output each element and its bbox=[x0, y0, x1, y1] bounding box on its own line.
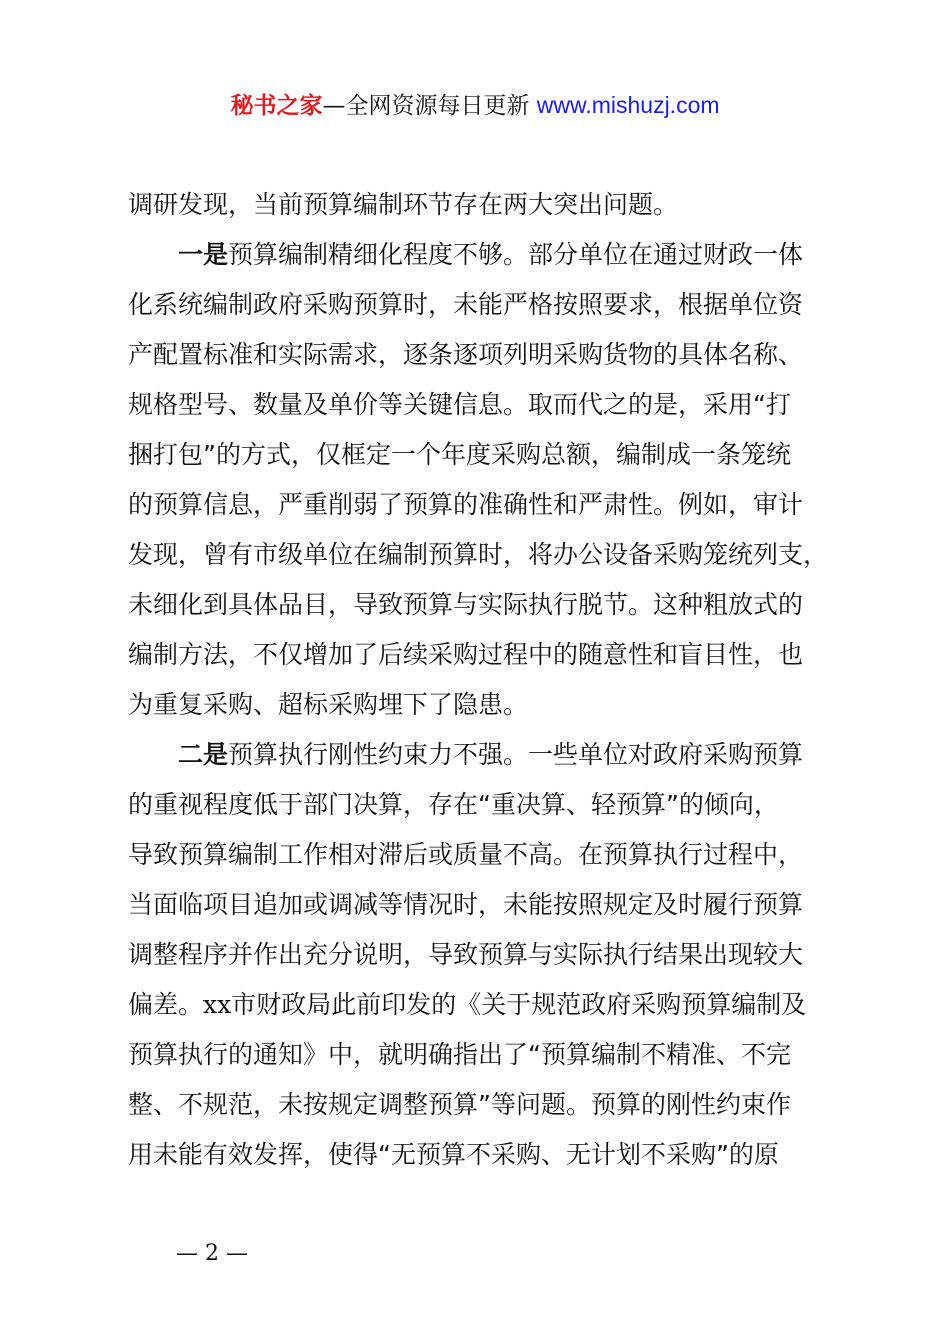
text-line bbox=[128, 230, 840, 280]
text-line: 发现，曾有市级单位在编制预算时，将办公设备采购笼统列支， bbox=[128, 540, 829, 569]
text-line: 化系统编制政府采购预算时，未能严格按照要求，根据单位资 bbox=[128, 290, 804, 319]
text-line: 预算执行的通知》中，就明确指出了“预算编制不精准、不完 bbox=[128, 1040, 791, 1069]
site-url-link[interactable]: www.mishuzj.com bbox=[536, 92, 720, 118]
text-line: 规格型号、数量及单价等关键信息。取而代之的是，采用“打 bbox=[128, 390, 791, 419]
text-line: 当面临项目追加或调减等情况时，未能按照规定及时履行预算 bbox=[128, 890, 804, 919]
text-segment: 市财政局此前印发的《关于规范政府采购预算编制及 bbox=[231, 990, 807, 1019]
paragraph-lead: 一是 bbox=[178, 240, 229, 269]
page-number: — 2 — bbox=[176, 1241, 248, 1266]
paragraph-issue-two bbox=[128, 730, 840, 1180]
text-line: 导致预算编制工作相对滞后或质量不高。在预算执行过程中， bbox=[128, 840, 804, 869]
text-line bbox=[128, 730, 840, 780]
page-header bbox=[0, 88, 950, 123]
header-tagline: —全网资源每日更新 bbox=[322, 93, 537, 119]
text-line: 调整程序并作出充分说明，导致预算与实际执行结果出现较大 bbox=[128, 940, 804, 969]
text-line: 编制方法，不仅增加了后续采购过程中的随意性和盲目性，也 bbox=[128, 640, 804, 669]
text-segment: 偏差。xx bbox=[128, 990, 232, 1019]
text-line: 产配置标准和实际需求，逐条逐项列明采购货物的具体名称、 bbox=[128, 340, 804, 369]
text-line: 整、不规范，未按规定调整预算”等问题。预算的刚性约束作 bbox=[128, 1090, 791, 1119]
text-line: 为重复采购、超标采购埋下了隐患。 bbox=[128, 690, 529, 719]
paragraph-lead: 二是 bbox=[178, 740, 229, 769]
text-line: 用未能有效发挥，使得“无预算不采购、无计划不采购”的原 bbox=[128, 1140, 779, 1169]
text-segment: 预算编制精细化程度不够。部分单位在通过财政一体 bbox=[228, 240, 804, 269]
text-line: 捆打包”的方式，仅框定一个年度采购总额，编制成一条笼统 bbox=[128, 440, 791, 469]
text-line: 调研发现，当前预算编制环节存在两大突出问题。 bbox=[128, 190, 679, 219]
paragraph-intro bbox=[128, 180, 840, 230]
text-line bbox=[128, 980, 840, 1030]
paragraph-issue-one bbox=[128, 230, 840, 730]
text-segment: 预算执行刚性约束力不强。一些单位对政府采购预算 bbox=[228, 740, 804, 769]
text-line: 未细化到具体品目，导致预算与实际执行脱节。这种粗放式的 bbox=[128, 590, 804, 619]
text-line: 的预算信息，严重削弱了预算的准确性和严肃性。例如，审计 bbox=[128, 490, 804, 519]
text-line: 的重视程度低于部门决算，存在“重决算、轻预算”的倾向， bbox=[128, 790, 779, 819]
brand-name: 秘书之家 bbox=[230, 93, 323, 119]
document-body bbox=[128, 180, 840, 1180]
